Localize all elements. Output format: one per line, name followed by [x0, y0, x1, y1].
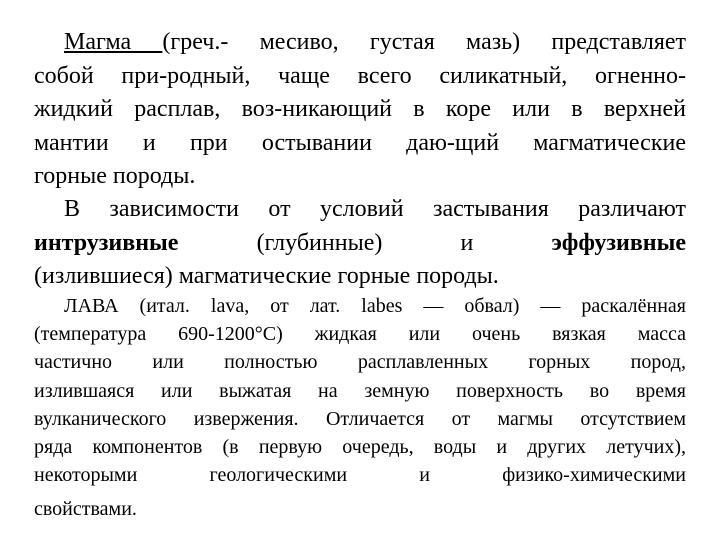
text-line: ЛАВА (итал. lava, от лат. labes — обвал) — раскалённая: [64, 295, 686, 317]
text-line: некоторыми геологическими и физико-химическими: [34, 464, 686, 487]
text-line: (температура 690-1200°C) жидкая или очень вязкая масса: [34, 323, 686, 346]
text-fragment: (греч.- месиво, густая мазь) представляет: [162, 29, 686, 55]
text-line: горные породы.: [34, 163, 196, 189]
paragraph-lava: [34, 292, 686, 524]
text-line: [34, 26, 686, 60]
text-line: В зависимости от условий застывания различают: [64, 196, 686, 222]
text-line: жидкий расплав, воз-никающий в коре или в верхней: [34, 96, 686, 122]
text-line: излившаяся или выжатая на земную поверхность во время: [34, 379, 686, 402]
text-line: мантии и при остывании даю-щий магматические: [34, 129, 686, 156]
text-line: свойствами.: [34, 498, 137, 521]
text-line: собой при-родный, чаще всего силикатный, огненно-: [34, 62, 686, 89]
text-line: [34, 227, 686, 261]
text-line: ряда компонентов (в первую очередь, воды и других летучих),: [34, 436, 686, 459]
term-magma: Магма: [64, 29, 163, 55]
text-line: вулканического извержения. Отличается от магмы отсутствием: [34, 407, 686, 430]
text-fragment: (глубинные) и: [178, 229, 552, 256]
paragraph-classification: [34, 193, 686, 294]
term-effusive: эффузивные: [551, 229, 686, 256]
text-line: частично или полностью расплавленных горных пород,: [34, 351, 686, 374]
term-intrusive: интрузивные: [34, 229, 179, 256]
text-line: (излившиеся) магматические горные породы.: [34, 263, 499, 289]
paragraph-magma: [34, 26, 686, 194]
